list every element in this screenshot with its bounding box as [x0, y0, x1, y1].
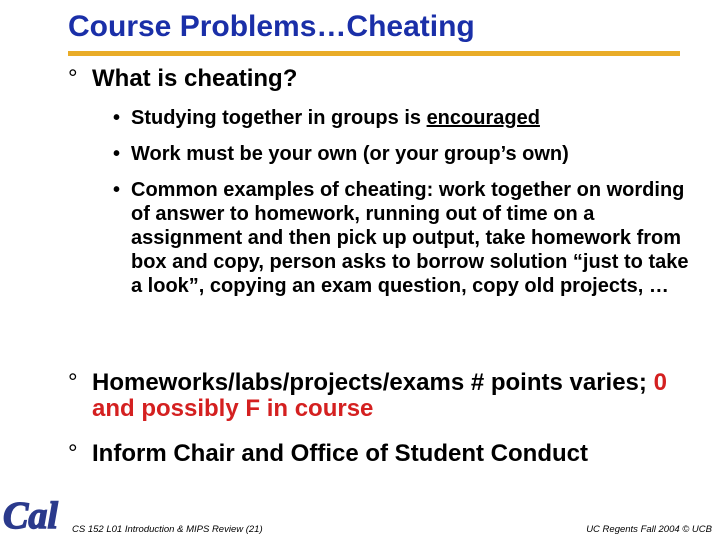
footer-copyright: UC Regents Fall 2004 © UCB	[586, 524, 712, 535]
sub-bullet-text: Work must be your own (or your group’s own)	[131, 143, 569, 165]
penalty-text-red: 0 and possibly F in course	[92, 369, 667, 422]
sub-bullet-text: Studying together in groups is	[131, 107, 427, 129]
cal-logo-text: Cal	[3, 495, 58, 537]
sub-bullet-text: Common examples of cheating: work together on wording of answer to homework, running out of time on a assignment and then pick up output, take homework from box and copy, person asks to borrow solution “just to take a look”, copying an exam question, copy old projects, …	[131, 179, 689, 297]
bullet-what-is-cheating	[68, 66, 698, 92]
bullet-text: What is cheating?	[92, 65, 298, 92]
bullet-inform-chair	[68, 441, 588, 467]
bullet-marker: °	[68, 369, 78, 396]
bullet-points-varies	[68, 370, 668, 422]
cal-logo-icon	[2, 484, 66, 540]
slide-title: Course Problems…Cheating	[68, 10, 475, 43]
emphasis-encouraged: encouraged	[426, 107, 540, 129]
sub-bullet-studying-together	[113, 106, 693, 130]
title-underline-rule	[68, 51, 680, 56]
sub-bullet-cheating-examples	[113, 178, 701, 298]
sub-bullet-marker: •	[113, 107, 121, 129]
sub-bullet-marker: •	[113, 143, 121, 165]
footer-course-info: CS 152 L01 Introduction & MIPS Review (21)	[72, 524, 263, 535]
bullet-text: Inform Chair and Office of Student Conduct	[92, 440, 588, 467]
sub-bullet-work-own	[113, 142, 693, 166]
bullet-marker: °	[68, 65, 78, 92]
bullet-marker: °	[68, 440, 78, 467]
bullet-text: Homeworks/labs/projects/exams # points varies;	[92, 369, 654, 396]
sub-bullet-marker: •	[113, 179, 121, 201]
